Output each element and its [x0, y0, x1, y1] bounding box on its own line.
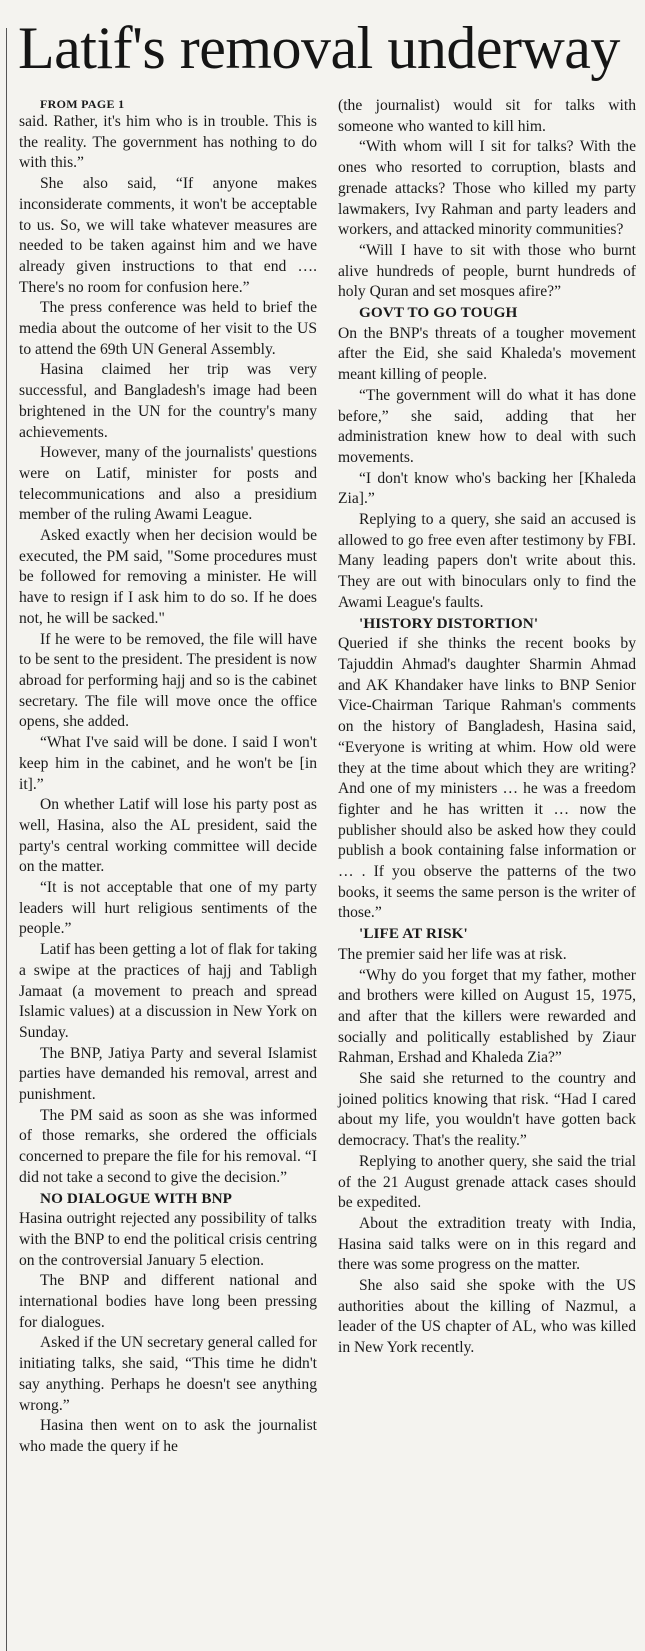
article-paragraph: The BNP, Jatiya Party and several Islamist parties have demanded his removal, arrest and punishment. [19, 1044, 317, 1104]
section-subhead: NO DIALOGUE WITH BNP [40, 1189, 233, 1207]
article-paragraph: The press conference was held to brief the media about the outcome of her visit to the US to attend the 69th UN General Assembly. [19, 299, 317, 358]
article-paragraph: The BNP and different national and international bodies have long been pressing for dialogues. [19, 1272, 317, 1331]
article-paragraph: “Why do you forget that my father, mother and brothers were killed on August 15, 1975, and after that the killers were rewarded and socially and politically established by Ziaur Rahman, Ershad and Khaleda Zia?” [338, 966, 636, 1067]
article-paragraph: The PM said as soon as she was informed of those remarks, she ordered the officials concerned to prepare the file for his removal. “I did not take a second to give the decision.” [19, 1106, 317, 1186]
article-paragraph: Queried if she thinks the recent books by Tajuddin Ahmad's daughter Sharmin Ahmad and AK Khandaker have links to BNP Senior Vice-Chairman Tarique Rahman's comments on the history of Bangladesh, Hasina said, “Everyone is writing at whim. How old were they at the time about which they are writing? And one of my ministers … he was a freedom fighter and he has written it … now the publisher should also be asked how they could publish a book containing false information or … . If you observe the patterns of the two books, it seems the same person is the writer of those.” [338, 635, 636, 922]
section-subhead: 'HISTORY DISTORTION' [359, 614, 539, 632]
right-column-body [338, 96, 636, 1359]
article-paragraph: said. Rather, it's him who is in trouble. This is the reality. The government has nothing to do with this.” [19, 113, 317, 172]
article-paragraph: Asked exactly when her decision would be executed, the PM said, "Some procedures must be followed for removing a minister. He will have to resign if I ask him to do so. If he does not, he will be sacked." [19, 527, 317, 627]
article-paragraph: Hasina claimed her trip was very successful, and Bangladesh's image had been brightened in the UN for the country's many achievements. [19, 361, 317, 441]
article-paragraph: “I don't know who's backing her [Khaleda Zia].” [338, 469, 636, 508]
article-paragraph: “The government will do what it has done before,” she said, adding that her administration knew how to deal with such movements. [338, 386, 636, 466]
article-paragraph: However, many of the journalists' questions were on Latif, minister for posts and telecommunications and also a presidium member of the ruling Awami League. [19, 444, 317, 524]
headline: Latif's removal underway [18, 15, 620, 81]
article-paragraph: She said she returned to the country and joined politics knowing that risk. “Had I cared about my life, you wouldn't have gotten back democracy. That's the reality.” [338, 1070, 636, 1150]
section-subhead: 'LIFE AT RISK' [359, 925, 468, 943]
article-paragraph: If he were to be removed, the file will have to be sent to the president. The president is now abroad for performing hajj and so is the cabinet secretary. The file will move once the office opens, she added. [19, 630, 317, 731]
article-paragraph: Replying to another query, she said the trial of the 21 August grenade attack cases should be expedited. [338, 1152, 636, 1212]
article-paragraph: “With whom will I sit for talks? With the ones who resorted to corruption, blasts and grenade attacks? Those who killed my party lawmakers, Ivy Rahman and party leaders and workers, and attacked minority communities? [338, 138, 636, 239]
article-paragraph: Asked if the UN secretary general called for initiating talks, she said, “This time he didn't say anything. Perhaps he doesn't see anything wrong.” [19, 1334, 317, 1414]
left-column-body [19, 112, 317, 1458]
article-paragraph: Latif has been getting a lot of flak for taking a swipe at the practices of hajj and Tabligh Jamaat (a movement to preach and spread Islamic values) at a discussion in New York on Sunday. [19, 941, 317, 1041]
article-paragraph: “Will I have to sit with those who burnt alive hundreds of people, burnt hundreds of holy Quran and set mosques afire?” [338, 241, 636, 301]
section-subhead: GOVT TO GO TOUGH [359, 304, 518, 322]
article-paragraph: Hasina then went on to ask the journalist who made the query if he [19, 1417, 317, 1455]
article-paragraph: “It is not acceptable that one of my party leaders will hurt religious sentiments of the people.” [19, 879, 317, 938]
article-paragraph: On whether Latif will lose his party post as well, Hasina, also the AL president, said the party's central working committee will decide on the matter. [19, 796, 317, 876]
right-column [338, 96, 636, 1359]
article-paragraph: Replying to a query, she said an accused is allowed to go free even after testimony by FBI. Many leading papers don't write about this. They are out with binoculars only to find the Awami League's faults. [338, 511, 636, 611]
continuation-kicker: FROM PAGE 1 [40, 97, 125, 111]
article-paragraph: The premier said her life was at risk. [338, 945, 567, 963]
article-paragraph: (the journalist) would sit for talks with someone who wanted to kill him. [338, 97, 636, 135]
article-paragraph: About the extradition treaty with India, Hasina said talks were on in this regard and there was some progress on the matter. [338, 1214, 636, 1274]
article-paragraph: On the BNP's threats of a tougher movement after the Eid, she said Khaleda's movement meant killing of people. [338, 324, 636, 384]
article-paragraph: She also said, “If anyone makes inconsiderate comments, it won't be acceptable to us. So, we will take whatever measures are needed to be taken against him and we have already given instructions to that end …. There's no room for confusion here.” [19, 175, 317, 296]
article-paragraph: She also said she spoke with the US authorities about the killing of Nazmul, a leader of the US chapter of AL, who was killed in New York recently. [338, 1277, 636, 1357]
left-column [19, 96, 317, 1458]
article-paragraph: “What I've said will be done. I said I won't keep him in the cabinet, and he won't be [in it].” [19, 734, 317, 793]
article-paragraph: Hasina outright rejected any possibility of talks with the BNP to end the political crisis centring on the controversial January 5 election. [19, 1210, 317, 1269]
column-rule [6, 28, 7, 1651]
